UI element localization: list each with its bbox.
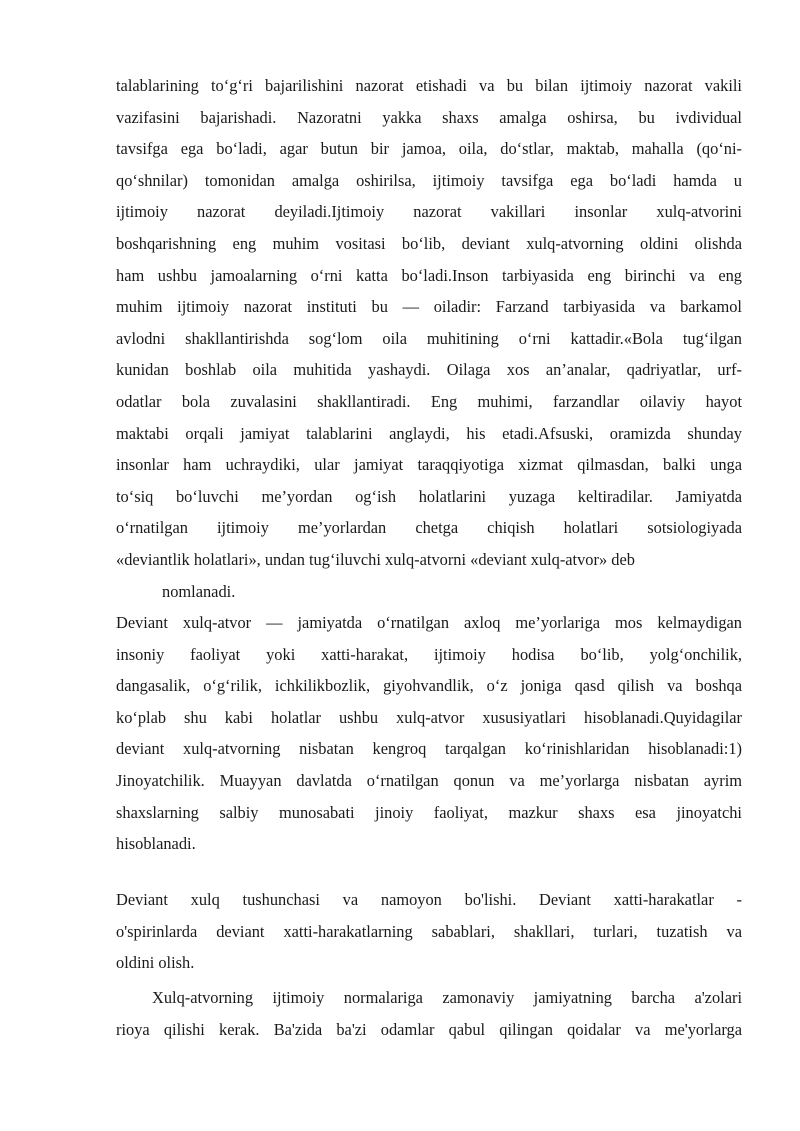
text-line: maktabi orqali jamiyat talablarini anglaydi, his etadi.Afsuski, oramizda shunday	[116, 423, 742, 443]
text-line: muhim ijtimoiy nazorat instituti bu — oiladir: Farzand tarbiyasida va barkamol	[116, 297, 742, 317]
text-line: qo‘shnilar) tomonidan amalga oshirilsa, ijtimoiy tavsifga ega bo‘ladi hamda u	[116, 170, 742, 190]
text-line: ijtimoiy nazorat deyiladi.Ijtimoiy nazorat vakillari insonlar xulq-atvorini	[116, 202, 742, 222]
paragraph-social-norms	[116, 982, 742, 1045]
text-line: insoniy faoliyat yoki xatti-harakat, ijtimoiy hodisa bo‘lib, yolg‘onchilik,	[116, 644, 742, 664]
paragraph-social-control	[116, 70, 742, 607]
text-line: avlodni shakllantirishda sog‘lom oila muhitining o‘rni kattadir.«Bola tug‘ilgan	[116, 328, 742, 348]
text-line: Xulq-atvorning ijtimoiy normalariga zamonaviy jamiyatning barcha a'zolari	[152, 988, 742, 1007]
text-line: hisoblanadi.	[116, 834, 196, 854]
text-line: «deviantlik holatlari», undan tug‘iluvchi xulq-atvorni «deviant xulq-atvor» deb	[116, 549, 635, 569]
text-line: to‘siq bo‘luvchi me’yordan og‘ish holatlarini yuzaga keltiradilar. Jamiyatda	[116, 486, 742, 506]
text-line: kunidan boshlab oila muhitida yashaydi. Oilaga xos an’analar, qadriyatlar, urf-	[116, 360, 742, 380]
text-line: o'spirinlarda deviant xatti-harakatlarning sabablari, shakllari, turlari, tuzatish va	[116, 921, 742, 941]
text-line: Jinoyatchilik. Muayyan davlatda o‘rnatilgan qonun va me’yorlarga nisbatan ayrim	[116, 770, 742, 790]
text-line: boshqarishning eng muhim vositasi bo‘lib, deviant xulq-atvorning oldini olishda	[116, 233, 742, 253]
text-line: nomlanadi.	[162, 581, 236, 601]
paragraph-deviant-definition	[116, 607, 742, 860]
text-line: odatlar bola zuvalasini shakllantiradi. Eng muhimi, farzandlar oilaviy hayot	[116, 391, 742, 411]
text-line: Deviant xulq tushunchasi va namoyon bo'lishi. Deviant xatti-harakatlar -	[116, 890, 742, 909]
text-line: o‘rnatilgan ijtimoiy me’yorlardan chetga chiqish holatlari sotsiologiyada	[116, 518, 742, 538]
text-line: deviant xulq-atvorning nisbatan kengroq tarqalgan ko‘rinishlaridan hisoblanadi:1)	[116, 739, 742, 759]
text-line: oldini olish.	[116, 953, 195, 973]
text-line: Deviant xulq-atvor — jamiyatda o‘rnatilgan axloq me’yorlariga mos kelmaydigan	[116, 613, 742, 632]
text-line: tavsifga ega bo‘ladi, agar butun bir jamoa, oila, do‘stlar, maktab, mahalla (qo‘ni-	[116, 139, 742, 159]
paragraph-deviant-concept	[116, 884, 742, 979]
text-line: vazifasini bajarishadi. Nazoratni yakka shaxs amalga oshirsa, bu ivdividual	[116, 107, 742, 127]
text-line: ham ushbu jamoalarning o‘rni katta bo‘ladi.Inson tarbiyasida eng birinchi va eng	[116, 265, 742, 285]
text-line: insonlar ham uchraydiki, ular jamiyat taraqqiyotiga xizmat qilmasdan, balki unga	[116, 455, 742, 475]
text-line: talablarining to‘g‘ri bajarilishini nazorat etishadi va bu bilan ijtimoiy nazorat vakili	[116, 76, 742, 95]
text-line: shaxslarning salbiy munosabati jinoiy faoliyat, mazkur shaxs esa jinoyatchi	[116, 802, 742, 822]
text-line: ko‘plab shu kabi holatlar ushbu xulq-atvor xususiyatlari hisoblanadi.Quyidagilar	[116, 707, 742, 727]
text-line: dangasalik, o‘g‘rilik, ichkilikbozlik, giyohvandlik, o‘z joniga qasd qilish va boshqa	[116, 676, 742, 696]
text-line: rioya qilishi kerak. Ba'zida ba'zi odamlar qabul qilingan qoidalar va me'yorlarga	[116, 1019, 742, 1039]
